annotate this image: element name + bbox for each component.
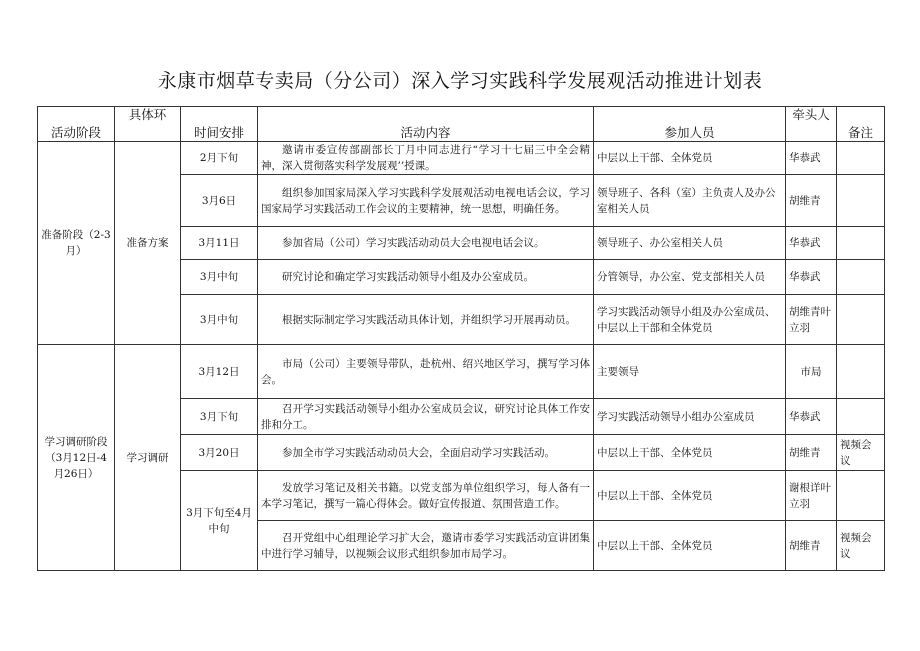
header-participants: 参加人员	[594, 107, 786, 142]
lead-cell: 华恭武	[786, 399, 837, 435]
time-cell: 3月20日	[181, 435, 258, 471]
lead-cell: 华恭武	[786, 142, 837, 175]
lead-cell: 谢根详叶立羽	[786, 471, 837, 521]
content-cell: 参加省局（公司）学习实践活动动员大会电视电话会议。	[258, 227, 594, 260]
content-cell: 市局（公司）主要领导带队，赴杭州、绍兴地区学习，撰写学习体会。	[258, 345, 594, 399]
note-cell	[837, 260, 885, 295]
header-lead: 牵头人	[786, 107, 837, 142]
note-cell	[837, 175, 885, 227]
header-note: 备注	[837, 107, 885, 142]
content-cell: 参加全市学习实践活动动员大会，全面启动学习实践活动。	[258, 435, 594, 471]
time-cell: 3月中旬	[181, 260, 258, 295]
participants-cell: 中层以上干部、全体党员	[594, 142, 786, 175]
lead-cell: 华恭武	[786, 227, 837, 260]
note-cell	[837, 345, 885, 399]
header-content: 活动内容	[258, 107, 594, 142]
content-cell: 邀请市委宣传部副部长丁月中同志进行“学习十七届三中全会精神，深入贯彻落实科学发展观’’授课。	[258, 142, 594, 175]
note-cell	[837, 399, 885, 435]
participants-cell: 中层以上干部、全体党员	[594, 521, 786, 571]
time-cell: 3月下旬	[181, 399, 258, 435]
page-title: 永康市烟草专卖局（分公司）深入学习实践科学发展观活动推进计划表	[157, 70, 763, 92]
content-cell: 发放学习笔记及相关书籍。以党支部为单位组织学习，每人备有一本学习笔记，撰写一篇心得体会。做好宣传报道、氛围营造工作。	[258, 471, 594, 521]
participants-cell: 分管领导，办公室、党支部相关人员	[594, 260, 786, 295]
participants-cell: 学习实践活动领导小组办公室成员	[594, 399, 786, 435]
table-row	[38, 345, 885, 399]
header-row	[38, 107, 885, 142]
note-cell: 视频会议	[837, 435, 885, 471]
lead-cell: 胡维青	[786, 175, 837, 227]
participants-cell: 领导班子、办公室相关人员	[594, 227, 786, 260]
header-plan: 具体环	[115, 107, 181, 142]
time-cell: 3月下旬至4月中旬	[181, 471, 258, 571]
content-cell: 研究讨论和确定学习实践活动领导小组及办公室成员。	[258, 260, 594, 295]
plan-cell: 学习调研	[115, 345, 181, 571]
participants-cell: 中层以上干部、全体党员	[594, 435, 786, 471]
note-cell	[837, 142, 885, 175]
content-cell: 组织参加国家局深入学习实践科学发展观活动电视电话会议，学习国家局学习实践活动工作会议的主要精神，统一思想，明确任务。	[258, 175, 594, 227]
lead-cell: 胡维青叶立羽	[786, 295, 837, 345]
content-cell: 根据实际制定学习实践活动具体计划，并组织学习开展再动员。	[258, 295, 594, 345]
lead-cell: 华恭武	[786, 260, 837, 295]
note-cell: 视频会议	[837, 521, 885, 571]
time-cell: 3月11日	[181, 227, 258, 260]
plan-table	[37, 106, 885, 571]
participants-cell: 领导班子、各科（室）主负责人及办公室相关人员	[594, 175, 786, 227]
stage-cell: 准备阶段（2-3月）	[38, 142, 115, 345]
lead-cell: 市局	[786, 345, 837, 399]
participants-cell: 主要领导	[594, 345, 786, 399]
note-cell	[837, 227, 885, 260]
time-cell: 3月6日	[181, 175, 258, 227]
participants-cell: 中层以上干部、全体党员	[594, 471, 786, 521]
table-row	[38, 142, 885, 175]
time-cell: 3月12日	[181, 345, 258, 399]
plan-cell: 准备方案	[115, 142, 181, 345]
content-cell: 召开学习实践活动领导小组办公室成员会议，研究讨论具体工作安排和分工。	[258, 399, 594, 435]
time-cell: 3月中旬	[181, 295, 258, 345]
note-cell	[837, 295, 885, 345]
stage-cell: 学习调研阶段（3月12日-4月26日）	[38, 345, 115, 571]
participants-cell: 学习实践活动领导小组及办公室成员、中层以上干部和全体党员	[594, 295, 786, 345]
lead-cell: 胡维青	[786, 521, 837, 571]
time-cell: 2月下旬	[181, 142, 258, 175]
content-cell: 召开党组中心组理论学习扩大会，邀请市委学习实践活动宣讲团集中进行学习辅导，以视频会议形式组织参加市局学习。	[258, 521, 594, 571]
note-cell	[837, 471, 885, 521]
header-time: 时间安排	[181, 107, 258, 142]
header-stage: 活动阶段	[38, 107, 115, 142]
lead-cell: 胡维青	[786, 435, 837, 471]
